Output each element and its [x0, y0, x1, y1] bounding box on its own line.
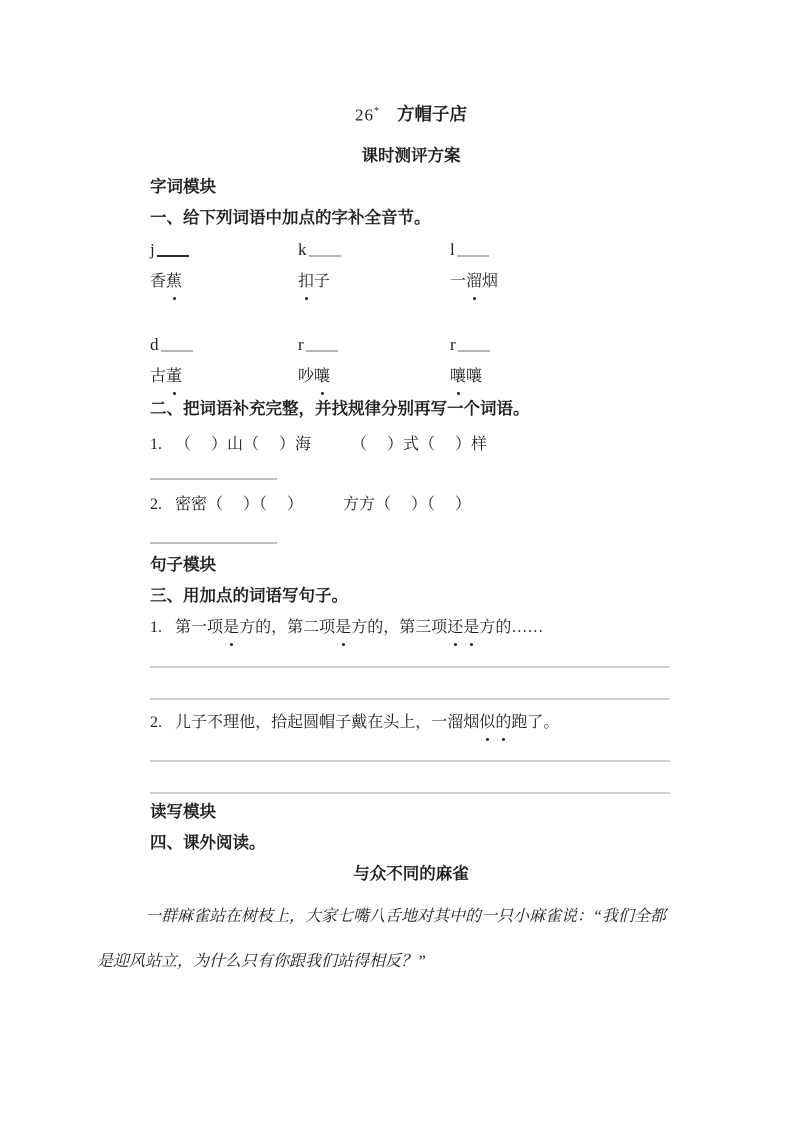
vocab-cell [450, 266, 672, 297]
vocab-cell [150, 361, 298, 392]
pinyin-cell [298, 329, 450, 361]
fill-word-text: （ ）山（ ）海 （ ）式（ ）样 [175, 436, 488, 454]
sentence-text: 第一项是方的，第二项是方的，第三项还是方的…… [175, 619, 543, 636]
pinyin-initial: r [298, 335, 304, 355]
fill-word-text: 密密（ ）（ ） 方方（ ）（ ） [175, 496, 472, 514]
answer-blank-line [150, 478, 277, 480]
section-two-heading: 二、把词语补充完整，并找规律分别再写一个词语。 [150, 400, 530, 419]
pinyin-initial: j [150, 240, 155, 260]
vocab-words-row [150, 266, 672, 297]
pinyin-blank [161, 350, 193, 352]
pinyin-initial: r [450, 335, 456, 355]
vocab-word: 吵嚷 [298, 368, 330, 385]
pinyin-blank [309, 255, 341, 257]
pinyin-initial: k [298, 240, 307, 260]
answer-line [150, 760, 670, 762]
pinyin-initials-row [150, 329, 672, 361]
pinyin-blank [458, 350, 490, 352]
vocab-words-row [150, 361, 672, 392]
answer-line [150, 666, 670, 668]
vocab-cell [150, 266, 298, 297]
vocab-word: 一溜烟 [450, 273, 498, 290]
pinyin-cell [150, 329, 298, 361]
pinyin-cell [450, 329, 672, 361]
vocab-cell [450, 361, 672, 392]
answer-blank-line [150, 542, 277, 544]
pinyin-initial: l [450, 240, 455, 260]
section-one-heading: 一、给下列词语中加点的字补全音节。 [150, 209, 431, 228]
pinyin-cell [150, 234, 298, 266]
pinyin-exercise [150, 234, 672, 392]
pinyin-initials-row [150, 234, 672, 266]
section-four-heading: 四、课外阅读。 [150, 834, 266, 853]
sentence-item [150, 707, 672, 738]
pinyin-blank [157, 255, 189, 257]
item-number: 1. [150, 436, 162, 454]
pinyin-cell [450, 234, 672, 266]
spacer [150, 297, 672, 329]
vocab-cell [298, 266, 450, 297]
module-label-sentences: 句子模块 [150, 556, 216, 575]
pinyin-cell [298, 234, 450, 266]
pinyin-initial: d [150, 335, 159, 355]
sentence-text: 儿子不理他，拾起圆帽子戴在头上，一溜烟似的跑了。 [175, 714, 559, 731]
vocab-word: 古董 [150, 368, 182, 385]
module-label-reading: 读写模块 [150, 803, 216, 822]
worksheet-content [97, 0, 672, 984]
fill-word-item [150, 429, 672, 460]
module-label-words: 字词模块 [150, 178, 216, 197]
vocab-cell [298, 361, 450, 392]
answer-line [150, 698, 670, 700]
fill-word-item [150, 489, 672, 520]
passage-text: 一群麻雀站在树枝上，大家七嘴八舌地对其中的一只小麻雀说：“我们全都是迎风站立，为什么只有你跟我们站得相反？” [97, 908, 666, 971]
page-subtitle: 课时测评方案 [361, 147, 461, 166]
lesson-star: * [374, 106, 379, 117]
item-number: 2. [150, 714, 162, 732]
pinyin-blank [306, 350, 338, 352]
lesson-title [150, 96, 672, 131]
section-three-heading: 三、用加点的词语写句子。 [150, 587, 348, 606]
passage-title: 与众不同的麻雀 [353, 865, 469, 884]
item-number: 1. [150, 619, 162, 637]
sentence-item [150, 612, 672, 643]
vocab-word: 嚷嚷 [450, 368, 482, 385]
lesson-number: 26 [355, 105, 374, 125]
vocab-word: 香蕉 [150, 273, 182, 290]
answer-line [150, 792, 670, 794]
lesson-title-text: 方帽子店 [397, 104, 467, 125]
item-number: 2. [150, 496, 162, 514]
vocab-word: 扣子 [298, 273, 330, 290]
pinyin-blank [457, 255, 489, 257]
